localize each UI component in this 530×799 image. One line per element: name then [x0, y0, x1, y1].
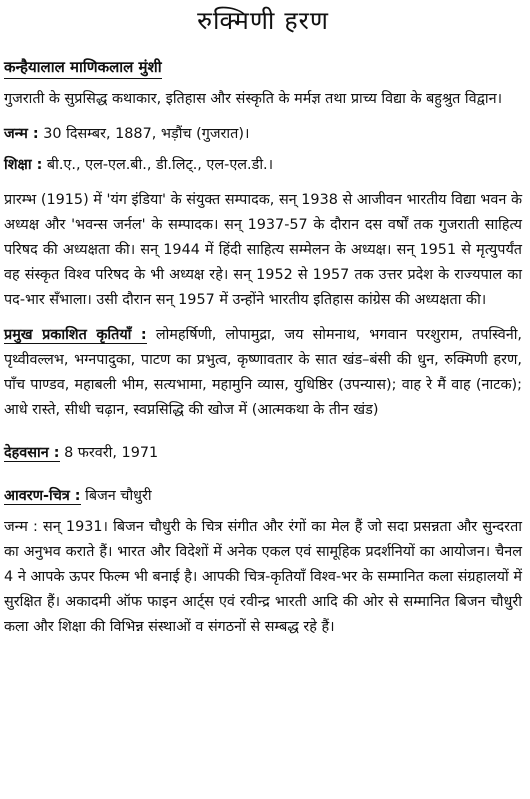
cover-artist: बिजन चौधुरी [85, 488, 152, 504]
page-title: रुक्मिणी हरण [197, 6, 329, 35]
cover-label: आवरण-चित्र : [4, 488, 81, 504]
education-label: शिक्षा : [4, 157, 43, 173]
death-text: 8 फरवरी, 1971 [64, 445, 159, 461]
works-label: प्रमुख प्रकाशित कृतियाँ : [4, 327, 147, 343]
birth-label: जन्म : [4, 126, 39, 142]
works-text: लोमहर्षिणी, लोपामुद्रा, जय सोमनाथ, भगवान परशुराम, तपस्विनी, पृथ्वीवल्लभ, भग्नपादुका, पाटण का प्रभुत्व, कृष्णावतार के सात खंड–बंसी की धुन, रुक्मिणी हरण, पाँच पाण्डव, महाबली भीम, सत्यभामा, महामुनि व्यास, युधिष्ठिर (उपन्यास); वाह रे मैं वाह (नाटक); आधे रास्ते, सीधी चढ़ान, स्वप्नसिद्धि की खोज में (आत्मकथा के तीन खंड) [4, 327, 523, 418]
author-intro: गुजराती के सुप्रसिद्ध कथाकार, इतिहास और संस्कृति के मर्मज्ञ तथा प्राच्य विद्या के बहुश्रुत विद्वान। [4, 91, 503, 107]
author-name: कन्हैयालाल माणिकलाल मुंशी [4, 56, 162, 79]
artist-bio-paragraph: जन्म : सन् 1931। बिजन चौधुरी के चित्र संगीत और रंगों का मेल हैं जो सदा प्रसन्नता और सुन्दरता का अनुभव कराते हैं। भारत और विदेशों में अनेक एकल एवं सामूहिक प्रदर्शनियों का आयोजन। चैनल 4 ने आपके ऊपर फिल्म भी बनाई है। आपकी चित्र-कृतियाँ विश्व-भर के सम्मानित कला संग्रहालयों में सुरक्षित हैं। अकादमी ऑफ फाइन आर्ट्स एवं रवीन्द्र भारती आदि की ओर से सम्मानित बिजन चौधुरी कला और शिक्षा की विभिन्न संस्थाओं व संगठनों से सम्बद्ध रहे हैं। [4, 519, 522, 635]
birth-text: 30 दिसम्बर, 1887, भड़ौंच (गुजरात)। [43, 126, 250, 142]
works-paragraph [4, 323, 522, 423]
cover-line [4, 484, 522, 509]
death-line [4, 441, 522, 466]
education-line [4, 153, 522, 178]
birth-line [4, 122, 522, 147]
career-paragraph: प्रारम्भ (1915) में 'यंग इंडिया' के संयुक्त सम्पादक, सन् 1938 से आजीवन भारतीय विद्या भवन के अध्यक्ष और 'भवन्स जर्नल' के सम्पादक। सन् 1937-57 के दौरान दस वर्षों तक गुजराती साहित्य परिषद की अध्यक्षता की। सन् 1944 में हिंदी साहित्य सम्मेलन के अध्यक्ष। सन् 1951 से मृत्युपर्यंत वह संस्कृत विश्व परिषद के भी अध्यक्ष रहे। सन् 1952 से 1957 तक उत्तर प्रदेश के राज्यपाल का पद-भार सँभाला। उसी दौरान सन् 1957 में उन्होंने भारतीय इतिहास कांग्रेस की अध्यक्षता की। [4, 192, 522, 308]
education-text: बी.ए., एल-एल.बी., डी.लिट्., एल-एल.डी.। [46, 157, 274, 173]
death-label: देहवसान : [4, 445, 60, 461]
